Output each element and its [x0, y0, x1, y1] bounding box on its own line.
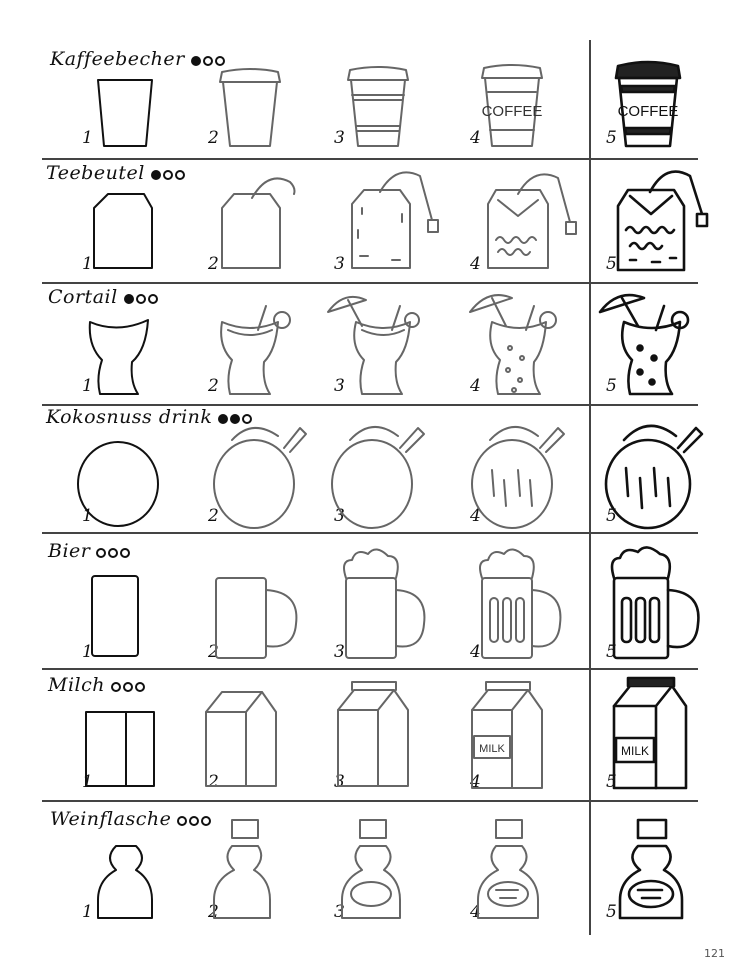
coffee-cup-step-4-icon — [482, 65, 543, 146]
step-number: 5 — [606, 902, 617, 922]
step-number: 2 — [208, 376, 219, 396]
step-number: 4 — [470, 506, 481, 526]
milk-step-3-icon — [338, 682, 408, 786]
step-number: 4 — [470, 902, 481, 922]
coffee-cup-step-3-icon — [348, 67, 408, 146]
beer-step-2-icon — [216, 578, 296, 658]
coffee-label-step-5: COFFEE — [617, 103, 679, 120]
row-title-weinflasche: Weinflasche — [50, 808, 213, 831]
page-number: 121 — [704, 947, 725, 960]
bottle-step-3-icon — [342, 820, 400, 918]
cocktail-step-4-icon — [470, 295, 556, 394]
step-number: 2 — [208, 772, 219, 792]
step-number: 4 — [470, 254, 481, 274]
row-title-teebeutel: Teebeutel — [46, 162, 187, 185]
step-number: 1 — [82, 902, 93, 922]
step-number: 2 — [208, 642, 219, 662]
coffee-cup-step-5-icon — [616, 62, 680, 146]
coconut-step-3-icon — [332, 427, 424, 528]
coconut-step-1-icon — [78, 442, 158, 526]
row-title-bier: Bier — [48, 540, 132, 563]
coffee-cup-step-1-icon — [98, 80, 152, 146]
bottle-step-2-icon — [214, 820, 270, 918]
coconut-step-2-icon — [214, 428, 306, 528]
step-number: 5 — [606, 772, 617, 792]
cocktail-step-1-icon — [90, 320, 148, 394]
step-number: 1 — [82, 642, 93, 662]
milk-step-5-icon — [614, 678, 686, 788]
coconut-step-5-icon — [606, 426, 702, 528]
teabag-step-2-icon — [222, 178, 295, 268]
step-number: 3 — [334, 376, 345, 396]
milk-label-step-5: MILK — [620, 744, 650, 758]
coffee-cup-step-2-icon — [220, 69, 280, 146]
teabag-step-1-icon — [94, 194, 152, 268]
beer-step-5-icon — [612, 547, 698, 658]
step-number: 5 — [606, 642, 617, 662]
step-number: 4 — [470, 128, 481, 148]
cocktail-step-5-icon — [600, 295, 688, 394]
step-number: 1 — [82, 128, 93, 148]
step-number: 4 — [470, 772, 481, 792]
teabag-step-5-icon — [618, 172, 707, 270]
step-number: 2 — [208, 128, 219, 148]
milk-step-1-icon — [86, 712, 154, 786]
step-number: 2 — [208, 902, 219, 922]
step-number: 2 — [208, 254, 219, 274]
beer-step-3-icon — [344, 549, 424, 658]
step-number: 3 — [334, 772, 345, 792]
step-number: 5 — [606, 128, 617, 148]
cocktail-step-3-icon — [328, 297, 419, 394]
milk-step-4-icon — [472, 682, 542, 788]
cocktail-step-2-icon — [221, 306, 290, 394]
step-number: 3 — [334, 506, 345, 526]
milk-step-2-icon — [206, 692, 276, 786]
row-title-milch: Milch — [48, 674, 147, 697]
step-number: 4 — [470, 376, 481, 396]
step-number: 1 — [82, 772, 93, 792]
coconut-step-4-icon — [472, 427, 564, 528]
milk-label-step-4: MILK — [479, 743, 505, 755]
teabag-step-3-icon — [352, 172, 438, 268]
step-number: 1 — [82, 254, 93, 274]
step-number: 2 — [208, 506, 219, 526]
row-title-cortail: Cortail — [48, 286, 160, 309]
row-title-kokosnuss-drink: Kokosnuss drink — [46, 406, 254, 429]
coffee-label-step-4: COFFEE — [481, 103, 543, 120]
step-number: 3 — [334, 902, 345, 922]
step-number: 1 — [82, 506, 93, 526]
bottle-step-1-icon — [98, 846, 152, 918]
beer-step-4-icon — [480, 549, 560, 658]
step-number: 3 — [334, 254, 345, 274]
step-number: 3 — [334, 642, 345, 662]
bottle-step-4-icon — [478, 820, 538, 918]
row-title-kaffeebecher: Kaffeebecher — [50, 48, 227, 71]
step-number: 1 — [82, 376, 93, 396]
beer-step-1-icon — [92, 576, 138, 656]
teabag-step-4-icon — [488, 174, 576, 268]
step-number: 5 — [606, 254, 617, 274]
step-number: 5 — [606, 506, 617, 526]
bottle-step-5-icon — [620, 820, 682, 918]
step-number: 4 — [470, 642, 481, 662]
step-number: 5 — [606, 376, 617, 396]
step-number: 3 — [334, 128, 345, 148]
